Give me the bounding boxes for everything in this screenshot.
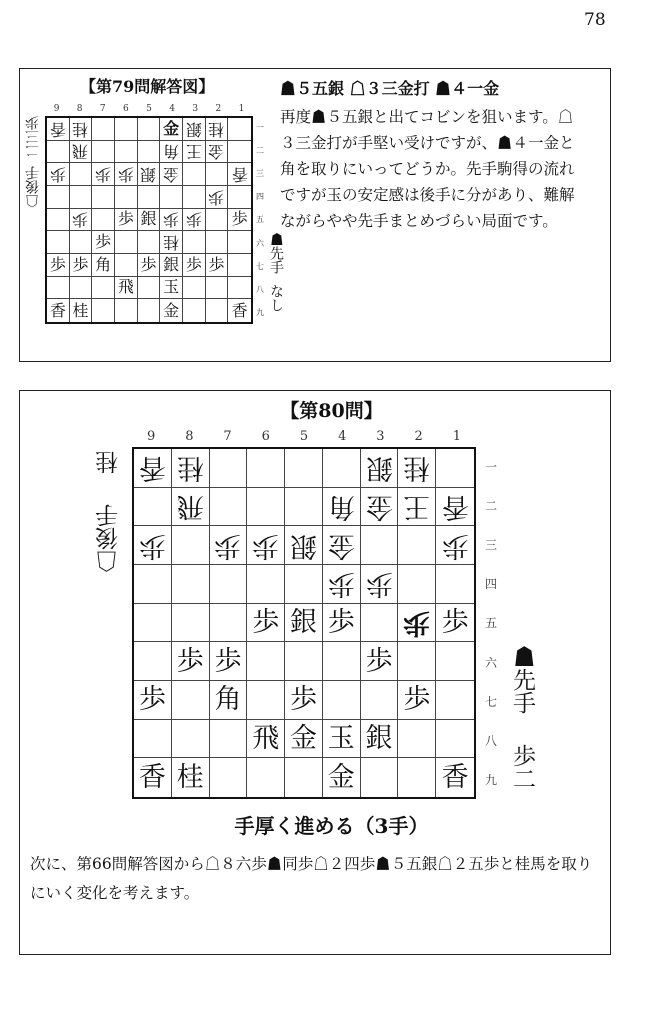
square-2-1 <box>206 118 229 141</box>
sente-piece: 金 <box>289 722 317 754</box>
sente-piece: 金 <box>163 300 180 320</box>
square-8-5 <box>172 604 210 643</box>
sente-piece: 銀 <box>365 722 393 754</box>
square-3-5 <box>183 209 206 232</box>
sente-piece: 銀 <box>140 209 157 229</box>
square-9-3 <box>134 526 172 565</box>
gote-piece: 飛 <box>176 490 204 522</box>
rank-label: 二 <box>484 499 497 514</box>
sente-piece: 桂 <box>72 300 89 320</box>
square-6-1 <box>247 449 285 488</box>
square-1-9 <box>228 299 251 322</box>
diagram-80-title: 【第80問】 <box>280 400 383 422</box>
square-7-2 <box>210 488 248 527</box>
sente-piece: 香 <box>441 762 469 794</box>
square-4-9 <box>323 758 361 797</box>
file-label: 7 <box>223 429 232 444</box>
sente-piece: 歩 <box>231 209 248 229</box>
square-4-8 <box>160 277 183 300</box>
file-label: 7 <box>99 104 106 114</box>
square-5-2 <box>285 488 323 527</box>
square-2-4 <box>398 565 436 604</box>
gote-piece: 香 <box>441 490 469 522</box>
square-4-2 <box>160 141 183 164</box>
file-label: 8 <box>185 429 194 444</box>
square-2-2 <box>398 488 436 527</box>
file-label: 1 <box>452 429 462 444</box>
square-8-7 <box>172 681 210 720</box>
square-1-6 <box>436 642 474 681</box>
diagram-80-rank-labels <box>478 447 504 799</box>
square-3-1 <box>183 118 206 141</box>
square-1-7 <box>436 681 474 720</box>
gote-piece: 歩 <box>72 210 89 230</box>
square-3-9 <box>183 299 206 322</box>
diagram-80-board <box>132 447 476 799</box>
file-label: 9 <box>53 104 60 114</box>
square-3-4 <box>361 565 399 604</box>
square-9-2 <box>134 488 172 527</box>
answer-79-text <box>280 76 580 234</box>
sente-piece: 歩 <box>176 645 204 677</box>
square-4-1 <box>323 449 361 488</box>
square-9-9 <box>134 758 172 797</box>
square-4-7 <box>323 681 361 720</box>
square-1-1 <box>228 118 251 141</box>
square-1-4 <box>436 565 474 604</box>
rank-label: 二 <box>256 146 264 156</box>
square-1-3 <box>436 526 474 565</box>
square-7-6 <box>210 642 248 681</box>
square-4-6 <box>160 231 183 254</box>
rank-label: 三 <box>256 169 264 179</box>
square-2-8 <box>398 720 436 759</box>
answer-79-moves: ☗５五銀 ☖３三金打 ☗４一金 <box>280 79 500 98</box>
square-1-8 <box>228 277 251 300</box>
sente-piece: 歩 <box>49 254 66 274</box>
square-1-8 <box>436 720 474 759</box>
square-3-8 <box>361 720 399 759</box>
file-label: 5 <box>299 429 309 444</box>
sente-piece: 歩 <box>117 209 134 229</box>
square-3-8 <box>183 277 206 300</box>
square-6-4 <box>247 565 285 604</box>
square-8-3 <box>70 163 93 186</box>
file-label: 4 <box>169 104 175 114</box>
square-5-7 <box>138 254 161 277</box>
square-5-3 <box>138 163 161 186</box>
square-6-2 <box>247 488 285 527</box>
sente-piece: 歩 <box>327 606 355 638</box>
gote-piece: 香 <box>138 452 166 484</box>
diagram-79-gote-info <box>23 116 43 208</box>
rank-label: 三 <box>484 538 497 553</box>
rank-label: 九 <box>484 772 497 787</box>
square-9-1 <box>134 449 172 488</box>
square-4-6 <box>323 642 361 681</box>
sente-hand: 歩二 <box>509 744 535 790</box>
diagram-80-sente-info <box>506 645 539 790</box>
sente-piece: 玉 <box>163 277 180 297</box>
square-1-3 <box>228 163 251 186</box>
square-4-3 <box>323 526 361 565</box>
sente-piece: 香 <box>138 762 166 794</box>
square-6-8 <box>115 277 138 300</box>
sente-piece: 歩 <box>140 254 157 274</box>
sente-piece: 歩 <box>403 684 431 716</box>
gote-piece: 金 <box>208 142 225 162</box>
gote-piece: 香 <box>231 165 248 185</box>
square-8-8 <box>70 277 93 300</box>
rank-label: 九 <box>256 307 264 317</box>
rank-label: 七 <box>256 261 264 271</box>
diagram-79-board <box>45 116 253 324</box>
sente-piece: 飛 <box>117 277 134 297</box>
rank-label: 六 <box>256 238 264 248</box>
rank-label: 八 <box>256 284 264 294</box>
gote-piece: 王 <box>403 490 431 522</box>
square-6-5 <box>115 209 138 232</box>
gote-piece: 歩 <box>252 529 280 561</box>
gote-piece: 歩 <box>49 165 66 185</box>
square-7-7 <box>92 254 115 277</box>
sente-piece: 歩 <box>208 254 225 274</box>
sente-piece: 歩 <box>441 606 469 638</box>
square-6-9 <box>247 758 285 797</box>
square-4-5 <box>323 604 361 643</box>
square-8-4 <box>172 565 210 604</box>
sente-piece: 銀 <box>289 606 317 638</box>
square-8-9 <box>70 299 93 322</box>
sente-piece: 金 <box>327 762 355 794</box>
square-6-7 <box>115 254 138 277</box>
square-3-6 <box>361 642 399 681</box>
square-9-4 <box>47 186 70 209</box>
gote-hand: 桂 <box>96 451 122 474</box>
square-5-1 <box>138 118 161 141</box>
file-label: 9 <box>146 429 156 444</box>
gote-label: ☖後手 <box>96 504 122 573</box>
sente-piece: 桂 <box>176 762 204 794</box>
file-label: 4 <box>338 429 347 444</box>
gote-piece: 銀 <box>365 452 393 484</box>
square-8-2 <box>70 141 93 164</box>
square-7-5 <box>92 209 115 232</box>
square-5-5 <box>138 209 161 232</box>
square-3-1 <box>361 449 399 488</box>
diagram-79-rank-labels <box>255 116 265 324</box>
square-7-1 <box>210 449 248 488</box>
sente-piece: 金 <box>163 118 180 138</box>
gote-hand: 二三歩 <box>25 116 41 158</box>
square-9-6 <box>47 231 70 254</box>
file-label: 3 <box>192 104 199 114</box>
square-3-7 <box>183 254 206 277</box>
sente-piece: 歩 <box>289 684 317 716</box>
square-2-5 <box>398 604 436 643</box>
gote-piece: 歩 <box>138 529 166 561</box>
square-8-1 <box>172 449 210 488</box>
square-6-5 <box>247 604 285 643</box>
square-9-9 <box>47 299 70 322</box>
square-5-4 <box>285 565 323 604</box>
square-5-9 <box>285 758 323 797</box>
square-2-6 <box>206 231 229 254</box>
square-1-5 <box>436 604 474 643</box>
gote-piece: 金 <box>163 165 180 185</box>
square-3-3 <box>361 526 399 565</box>
square-6-6 <box>247 642 285 681</box>
square-2-4 <box>206 186 229 209</box>
square-1-9 <box>436 758 474 797</box>
square-3-2 <box>361 488 399 527</box>
square-7-4 <box>92 186 115 209</box>
diagram-79-file-labels <box>45 104 253 116</box>
answer-79-commentary: 再度☗５五銀と出てコビンを狙います。☖３三金打が手堅い受けですが、☗４一金と角を取りにいってどうか。先手駒得の流れですが玉の安定感は後手に分があり、難解ながらやや先手まとめづらい局面です。 <box>280 108 575 230</box>
square-1-6 <box>228 231 251 254</box>
square-4-3 <box>160 163 183 186</box>
square-5-7 <box>285 681 323 720</box>
square-2-1 <box>398 449 436 488</box>
square-8-9 <box>172 758 210 797</box>
sente-piece: 歩 <box>138 684 166 716</box>
square-2-3 <box>206 163 229 186</box>
gote-piece: 角 <box>327 490 355 522</box>
square-2-5 <box>206 209 229 232</box>
sente-piece: 玉 <box>327 722 355 754</box>
square-1-7 <box>228 254 251 277</box>
file-label: 6 <box>123 104 129 114</box>
sente-piece: 香 <box>49 300 66 320</box>
file-label: 5 <box>146 104 152 114</box>
gote-piece: 王 <box>185 142 202 162</box>
sente-piece: 歩 <box>185 254 202 274</box>
square-8-6 <box>172 642 210 681</box>
gote-piece: 桂 <box>176 452 204 484</box>
rank-label: 四 <box>256 192 264 202</box>
file-label: 8 <box>76 104 83 114</box>
square-5-8 <box>138 277 161 300</box>
gote-piece: 金 <box>327 529 355 561</box>
gote-piece: 金 <box>365 490 393 522</box>
gote-piece: 歩 <box>95 165 112 185</box>
square-8-5 <box>70 209 93 232</box>
square-6-7 <box>247 681 285 720</box>
square-9-3 <box>47 163 70 186</box>
square-5-1 <box>285 449 323 488</box>
rank-label: 五 <box>256 215 264 225</box>
square-8-6 <box>70 231 93 254</box>
square-6-1 <box>115 118 138 141</box>
gote-piece: 歩 <box>327 568 355 600</box>
sente-label: ☗先手 <box>509 645 535 714</box>
square-9-1 <box>47 118 70 141</box>
sente-hand: なし <box>268 284 284 312</box>
square-9-4 <box>134 565 172 604</box>
diagram-80-file-labels <box>132 429 476 447</box>
square-8-4 <box>70 186 93 209</box>
square-2-2 <box>206 141 229 164</box>
gote-piece: 香 <box>49 119 66 139</box>
square-7-8 <box>92 277 115 300</box>
square-7-1 <box>92 118 115 141</box>
square-7-2 <box>92 141 115 164</box>
problem-80-note: 次に、第66問解答図から☖８六歩☗同歩☖２四歩☗５五銀☖２五歩と桂馬を取りにいく変化を考えます。 <box>30 855 593 902</box>
sente-piece: 歩 <box>252 606 280 638</box>
square-8-8 <box>172 720 210 759</box>
square-6-8 <box>247 720 285 759</box>
file-label: 2 <box>215 104 222 114</box>
square-5-9 <box>138 299 161 322</box>
gote-piece: 桂 <box>208 119 225 139</box>
sente-piece: 角 <box>214 684 242 716</box>
sente-piece: 角 <box>95 254 112 274</box>
square-1-4 <box>228 186 251 209</box>
gote-piece: 銀 <box>185 119 202 139</box>
square-3-4 <box>183 186 206 209</box>
problem-80-caption: 手厚く進める（3手） <box>234 814 429 838</box>
square-8-7 <box>70 254 93 277</box>
sente-piece: 歩 <box>95 232 112 252</box>
square-2-7 <box>398 681 436 720</box>
rank-label: 七 <box>484 694 497 709</box>
rank-label: 八 <box>484 733 497 748</box>
square-3-9 <box>361 758 399 797</box>
square-6-3 <box>247 526 285 565</box>
gote-piece: 桂 <box>403 452 431 484</box>
sente-piece: 歩 <box>72 254 89 274</box>
square-6-9 <box>115 299 138 322</box>
square-6-6 <box>115 231 138 254</box>
file-label: 6 <box>261 429 270 444</box>
square-3-5 <box>361 604 399 643</box>
gote-label: ☖後手 <box>25 166 41 208</box>
gote-piece: 角 <box>163 142 180 162</box>
square-8-1 <box>70 118 93 141</box>
square-3-2 <box>183 141 206 164</box>
square-4-4 <box>160 186 183 209</box>
square-2-6 <box>398 642 436 681</box>
gote-piece: 歩 <box>365 568 393 600</box>
square-9-6 <box>134 642 172 681</box>
square-9-7 <box>134 681 172 720</box>
square-3-7 <box>361 681 399 720</box>
sente-piece: 銀 <box>163 254 180 274</box>
rank-label: 一 <box>256 123 264 133</box>
square-3-6 <box>183 231 206 254</box>
square-2-8 <box>206 277 229 300</box>
diagram-79-title: 【第79問解答図】 <box>80 77 215 96</box>
file-label: 3 <box>376 429 385 444</box>
square-9-2 <box>47 141 70 164</box>
square-5-2 <box>138 141 161 164</box>
square-3-3 <box>183 163 206 186</box>
file-label: 1 <box>238 104 245 114</box>
square-6-2 <box>115 141 138 164</box>
square-7-9 <box>92 299 115 322</box>
square-5-8 <box>285 720 323 759</box>
rank-label: 四 <box>484 577 497 592</box>
square-1-2 <box>436 488 474 527</box>
square-8-3 <box>172 526 210 565</box>
square-2-7 <box>206 254 229 277</box>
square-4-9 <box>160 299 183 322</box>
gote-piece: 歩 <box>403 606 431 638</box>
gote-piece: 桂 <box>163 233 180 253</box>
square-5-3 <box>285 526 323 565</box>
square-7-3 <box>92 163 115 186</box>
rank-label: 五 <box>484 616 497 631</box>
square-1-1 <box>436 449 474 488</box>
square-1-5 <box>228 209 251 232</box>
square-6-4 <box>115 186 138 209</box>
diagram-79-sente-info <box>266 232 286 312</box>
square-1-2 <box>228 141 251 164</box>
square-8-2 <box>172 488 210 527</box>
sente-piece: 歩 <box>214 645 242 677</box>
gote-piece: 桂 <box>72 119 89 139</box>
gote-piece: 銀 <box>289 529 317 561</box>
gote-piece: 歩 <box>208 187 225 207</box>
rank-label: 六 <box>484 655 497 670</box>
square-5-5 <box>285 604 323 643</box>
square-4-5 <box>160 209 183 232</box>
square-7-8 <box>210 720 248 759</box>
sente-piece: 香 <box>231 300 248 320</box>
file-label: 2 <box>414 429 423 444</box>
sente-piece: 歩 <box>365 645 393 677</box>
gote-piece: 歩 <box>185 210 202 230</box>
square-2-9 <box>398 758 436 797</box>
square-4-8 <box>323 720 361 759</box>
square-4-4 <box>323 565 361 604</box>
square-2-3 <box>398 526 436 565</box>
square-5-4 <box>138 186 161 209</box>
gote-piece: 銀 <box>140 165 157 185</box>
square-4-7 <box>160 254 183 277</box>
square-9-8 <box>47 277 70 300</box>
square-9-5 <box>134 604 172 643</box>
square-5-6 <box>138 231 161 254</box>
rank-label: 一 <box>484 460 497 475</box>
square-7-9 <box>210 758 248 797</box>
gote-piece: 歩 <box>163 210 180 230</box>
square-7-3 <box>210 526 248 565</box>
square-5-6 <box>285 642 323 681</box>
square-4-2 <box>323 488 361 527</box>
square-6-3 <box>115 163 138 186</box>
square-7-7 <box>210 681 248 720</box>
square-7-4 <box>210 565 248 604</box>
square-9-8 <box>134 720 172 759</box>
page-number: 78 <box>584 10 606 30</box>
sente-label: ☗先手 <box>268 232 284 274</box>
square-4-1 <box>160 118 183 141</box>
square-7-6 <box>92 231 115 254</box>
gote-piece: 歩 <box>441 529 469 561</box>
sente-piece: 飛 <box>252 722 280 754</box>
gote-piece: 飛 <box>72 142 89 162</box>
gote-piece: 歩 <box>214 529 242 561</box>
gote-piece: 歩 <box>117 165 134 185</box>
diagram-80-gote-info <box>92 451 125 573</box>
square-9-5 <box>47 209 70 232</box>
square-7-5 <box>210 604 248 643</box>
square-9-7 <box>47 254 70 277</box>
square-2-9 <box>206 299 229 322</box>
